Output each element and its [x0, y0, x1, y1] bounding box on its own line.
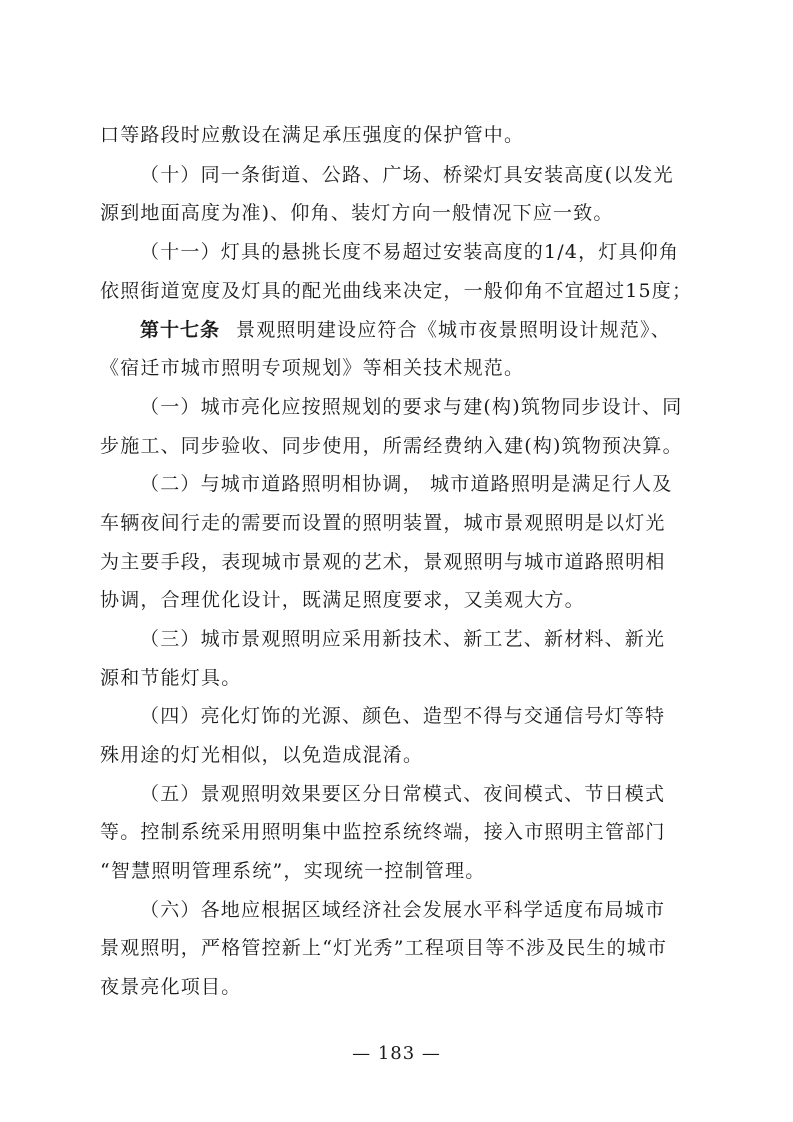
- text-line: （十一）灯具的悬挑长度不易超过安装高度的1/4，灯具仰角: [140, 241, 680, 263]
- text-line: 车辆夜间行走的需要而设置的照明装置，城市景观照明是以灯光: [100, 512, 666, 534]
- text-line: （四）亮化灯饰的光源、颜色、造型不得与交通信号灯等特: [140, 705, 666, 727]
- article-heading: 第十七条: [140, 319, 221, 341]
- text-line: 步施工、同步验收、同步使用，所需经费纳入建(构)筑物预决算。: [100, 435, 683, 457]
- text-line: （三）城市景观照明应采用新技术、新工艺、新材料、新光: [140, 628, 666, 650]
- text-line: 《宿迁市城市照明专项规划》等相关技术规范。: [100, 357, 525, 379]
- text-line: （十）同一条街道、公路、广场、桥梁灯具安装高度(以发光: [140, 164, 674, 186]
- text-line: 殊用途的灯光相似，以免造成混淆。: [100, 744, 424, 766]
- text-line: 依照街道宽度及灯具的配光曲线来决定，一般仰角不宜超过15度；: [100, 280, 693, 302]
- text-line: 协调，合理优化设计，既满足照度要求，又美观大方。: [100, 589, 585, 611]
- text-line: 源到地面高度为准)、仰角、装灯方向一般情况下应一致。: [100, 202, 614, 224]
- text-line: 景观照明，严格管控新上“灯光秀”工程项目等不涉及民生的城市: [100, 937, 668, 959]
- text-line: 等。控制系统采用照明集中监控系统终端，接入市照明主管部门: [100, 821, 666, 843]
- text-line: （二）与城市道路照明相协调， 城市道路照明是满足行人及: [140, 473, 673, 495]
- page-number: — 183 —: [352, 1043, 441, 1064]
- text-line: （六）各地应根据区域经济社会发展水平科学适度布局城市: [140, 899, 666, 921]
- text-line: （五）景观照明效果要区分日常模式、夜间模式、节日模式: [140, 783, 666, 805]
- article-line: [140, 317, 700, 343]
- text-line: 口等路段时应敷设在满足承压强度的保护管中。: [100, 124, 525, 146]
- text-line: 为主要手段，表现城市景观的艺术，景观照明与城市道路照明相: [100, 551, 666, 573]
- text-line: （一）城市亮化应按照规划的要求与建(构)筑物同步设计、同: [140, 396, 683, 418]
- text-line: “智慧照明管理系统”，实现统一控制管理。: [100, 860, 486, 882]
- text-line: 源和节能灯具。: [100, 667, 242, 689]
- article-text: 景观照明建设应符合《城市夜景照明设计规范》、: [236, 319, 671, 341]
- text-line: 夜景亮化项目。: [100, 976, 242, 998]
